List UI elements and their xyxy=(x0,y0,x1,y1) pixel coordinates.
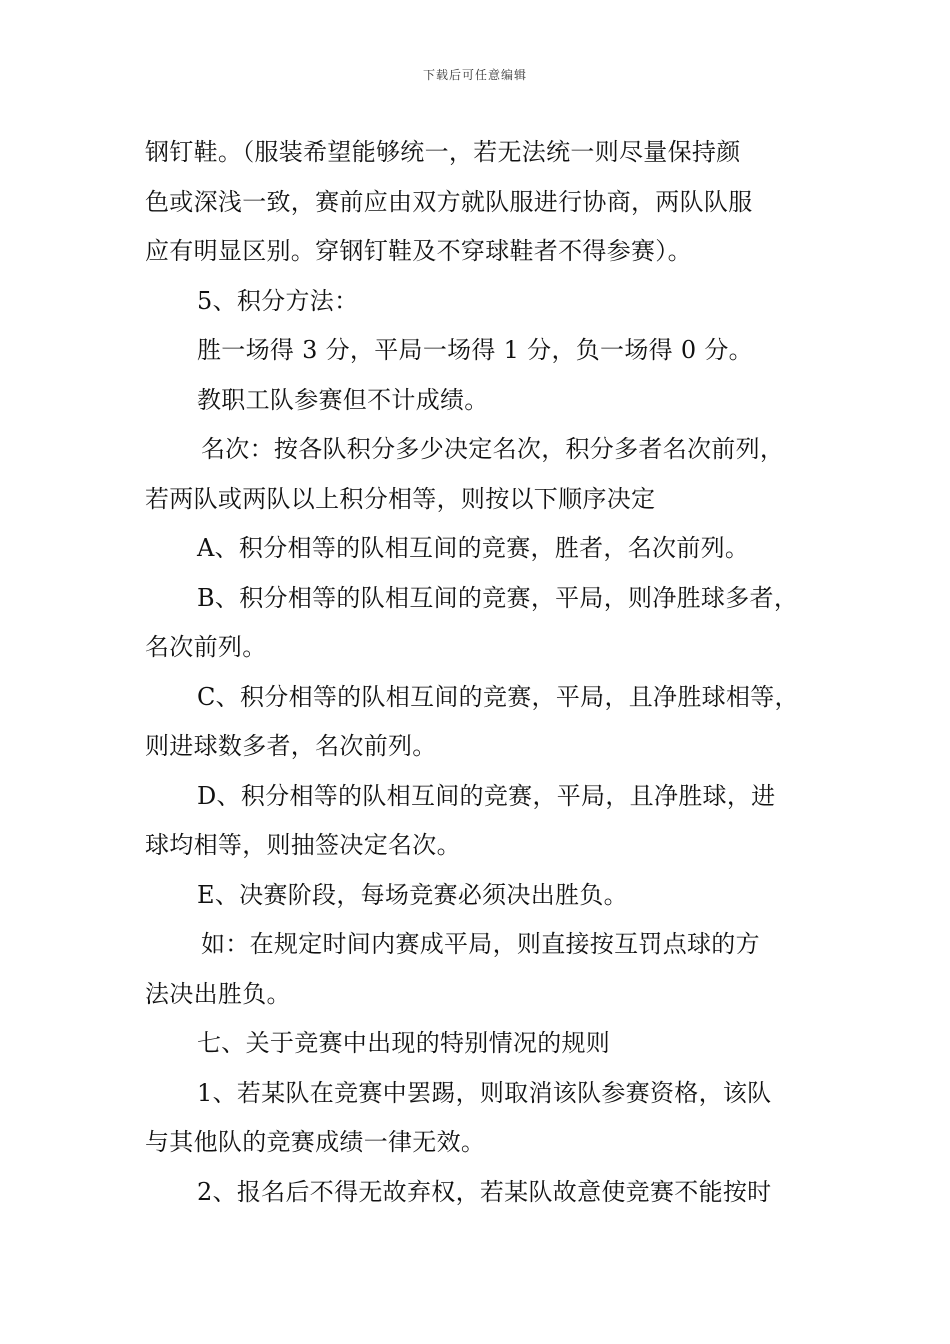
text-line: 5、积分方法： xyxy=(197,286,359,315)
document-body xyxy=(145,128,825,1217)
text-line: 名次前列。 xyxy=(145,633,267,661)
text-line: 七、关于竞赛中出现的特别情况的规则 xyxy=(197,1029,611,1057)
text-line: 1、若某队在竞赛中罢踢，则取消该队参赛资格，该队 xyxy=(197,1078,772,1107)
page-header-note: 下载后可任意编辑 xyxy=(422,68,527,82)
text-line: 名次：按各队积分多少决定名次，积分多者名次前列， xyxy=(201,435,785,463)
text-line: 法决出胜负。 xyxy=(145,979,291,1008)
text-line: 钢钉鞋。（服装希望能够统一，若无法统一则尽量保持颜 xyxy=(145,138,741,166)
text-line: 色或深浅一致，赛前应由双方就队服进行协商，两队队服 xyxy=(145,187,753,216)
text-line: 教职工队参赛但不计成绩。 xyxy=(197,385,489,414)
text-line: 应有明显区别。穿钢钉鞋及不穿球鞋者不得参赛）。 xyxy=(145,237,692,265)
text-line: A、积分相等的队相互间的竞赛，胜者，名次前列。 xyxy=(197,534,750,562)
text-line: D、积分相等的队相互间的竞赛，平局，且净胜球，进 xyxy=(197,781,776,810)
text-line: E、决赛阶段，每场竞赛必须决出胜负。 xyxy=(197,880,628,909)
text-line: 球均相等，则抽签决定名次。 xyxy=(145,831,461,859)
text-line: 与其他队的竞赛成绩一律无效。 xyxy=(145,1128,486,1156)
text-line: 则进球数多者，名次前列。 xyxy=(145,732,437,760)
text-line: 若两队或两队以上积分相等，则按以下顺序决定 xyxy=(145,484,656,513)
text-line: 如：在规定时间内赛成平局，则直接按互罚点球的方 xyxy=(201,930,760,958)
text-line: 胜一场得 3 分，平局一场得 1 分，负一场得 0 分。 xyxy=(197,336,753,364)
text-line: C、积分相等的队相互间的竞赛，平局，且净胜球相等， xyxy=(197,682,799,711)
text-line: B、积分相等的队相互间的竞赛，平局，则净胜球多者， xyxy=(197,583,799,612)
text-line: 2、报名后不得无故弃权，若某队故意使竞赛不能按时 xyxy=(197,1177,772,1206)
